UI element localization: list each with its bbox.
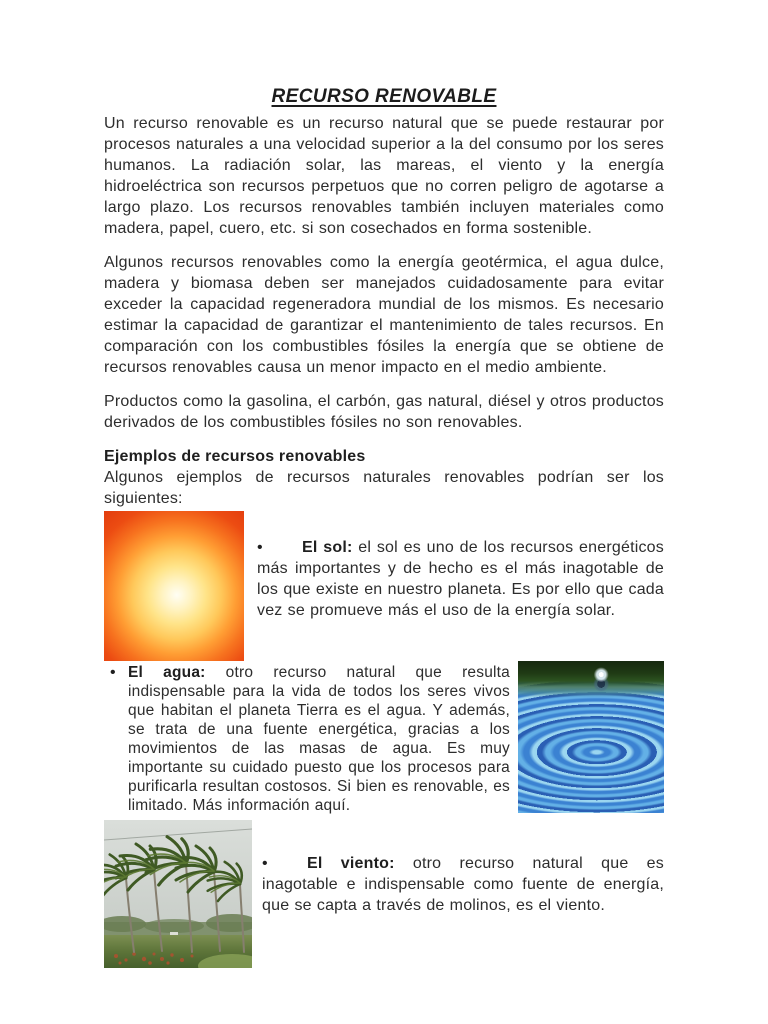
water-item-label: El agua:	[128, 664, 206, 681]
paragraph-intro: Un recurso renovable es un recurso natural que se puede restaurar por procesos naturales a una velocidad superior a la del consumo por los seres humanos. La radiación solar, las mareas, el viento y la energía hidroeléctrica son recursos perpetuos que no corren peligro de agotarse a largo plazo. Los recursos renovables también incluyen materiales como madera, papel, cuero, etc. si son cosechados en forma sostenible.	[104, 115, 664, 237]
examples-heading: Ejemplos de recursos renovables	[104, 448, 366, 465]
examples-intro: Algunos ejemplos de recursos naturales renovables podrían ser los siguientes:	[104, 469, 664, 507]
page-title-text: RECURSO RENOVABLE	[271, 86, 497, 107]
wind-item-label: El viento:	[307, 855, 395, 872]
water-image	[518, 661, 664, 813]
sun-image	[104, 511, 244, 661]
list-item-wind	[262, 853, 664, 916]
wind-item-text: otro recurso natural que es inagotable e indispensable como fuente de energía, que se capta a través de molinos, es el viento.	[262, 855, 664, 914]
page-title	[104, 86, 664, 108]
bullet-icon: •	[262, 855, 268, 872]
water-item-text-block	[104, 661, 510, 815]
wind-image	[104, 820, 252, 968]
paragraph-management: Algunos recursos renovables como la energía geotérmica, el agua dulce, madera y biomasa deben ser manejados cuidadosamente para evitar exceder la capacidad regeneradora mundial de los mismos. Es necesario estimar la capacidad de garantizar el mantenimiento de tales recursos. En comparación con los combustibles fósiles la energía que se obtiene de recursos renovables causa un menor impacto en el medio ambiente.	[104, 254, 664, 376]
list-item-water	[128, 663, 510, 815]
paragraph-nonrenewable: Productos como la gasolina, el carbón, gas natural, diésel y otros productos derivados de los combustibles fósiles no son renovables.	[104, 393, 664, 431]
sun-item-text: el sol es uno de los recursos energéticos más importantes y de hecho es el más inagotable de los que existe en nuestro planeta. Es por ello que cada vez se promueve más el uso de la energía solar.	[257, 539, 664, 619]
bullet-icon: •	[110, 664, 116, 681]
list-item-sun	[257, 537, 664, 621]
sun-item-label: El sol:	[302, 539, 353, 556]
wind-item-text-block	[262, 820, 664, 916]
water-section	[104, 661, 664, 815]
water-item-text: otro recurso natural que resulta indispensable para la vida de todos los seres vivos que habitan el planeta Tierra es el agua. Y además, se trata de una fuente energética, gracias a los movimientos de las masas de agua. Es muy importante su cuidado puesto que los procesos para purificarla resultan costosos. Si bien es renovable, es limitado. Más información aquí.	[128, 664, 510, 814]
bullet-icon: •	[257, 539, 263, 556]
sun-section	[104, 511, 664, 661]
sun-item-text-block	[257, 511, 664, 621]
wind-palms-illustration	[104, 820, 252, 968]
wind-section	[104, 820, 664, 968]
